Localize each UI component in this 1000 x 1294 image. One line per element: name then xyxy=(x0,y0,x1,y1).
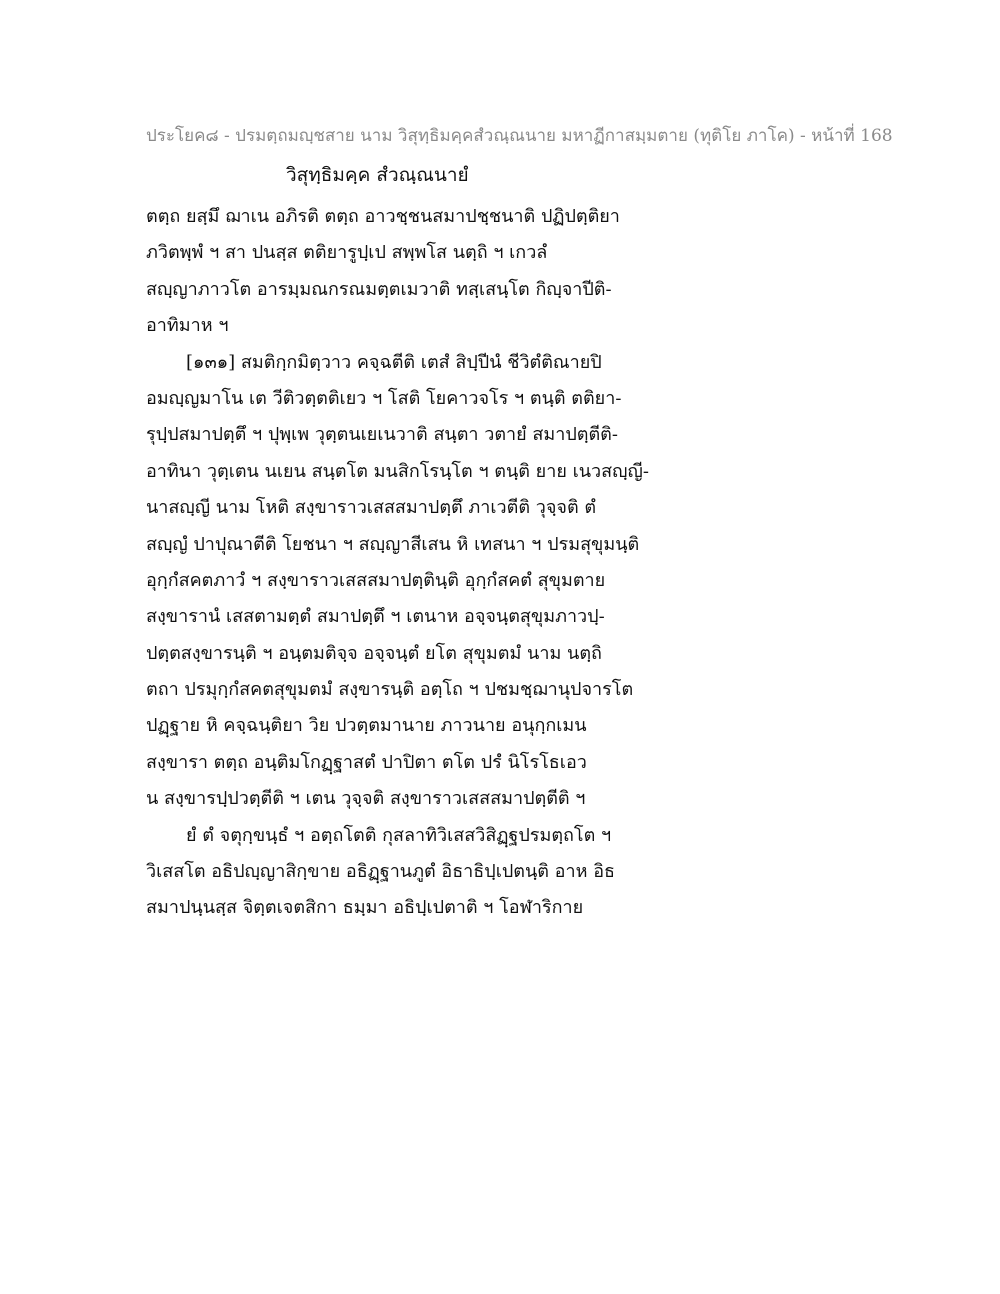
text-line: ภวิตพฺพํ ฯ สา ปนสฺส ตติยารูปฺเป สพฺพโส นตฺถิ ฯ เกวลํ xyxy=(146,242,548,264)
text-line: น สงฺขารปฺปวตฺตีติ ฯ เตน วุจฺจติ สงฺขาราวเสสสมาปตฺตีติ ฯ xyxy=(146,788,586,810)
text-line: [๑๓๑] สมติกฺกมิตฺวาว คจฺฉตีติ เตสํ สิปฺปีนํ ชีวิตํติณายปิ xyxy=(186,351,602,373)
text-line: อุกฺกํสคตภาวํ ฯ สงฺขาราวเสสสมาปตฺตินฺติ อุกฺกํสคตํ สุขุมตาย xyxy=(146,569,606,591)
body-text xyxy=(146,199,866,927)
section-title: วิสุทฺธิมคฺค สํวณฺณนายํ xyxy=(286,164,469,186)
text-line: นาสญฺญี นาม โหติ สงฺขาราวเสสสมาปตฺตึ ภาเวตีติ วุจฺจติ ตํ xyxy=(146,497,597,519)
text-line: รุปฺปสมาปตฺตึ ฯ ปุพฺเพ วุตฺตนเยเนวาติ สนฺตา วตายํ สมาปตฺตีติ- xyxy=(146,424,618,446)
text-line: อาทินา วุตฺเตน นเยน สนฺตโต มนสิกโรนฺโต ฯ ตนฺติ ยาย เนวสญฺญี- xyxy=(146,460,649,482)
text-line: สงฺขารานํ เสสตามตฺตํ สมาปตฺตึ ฯ เตนาห อจฺจนฺตสุขุมภาวปฺ- xyxy=(146,606,605,628)
text-line: สมาปนฺนสฺส จิตฺตเจตสิกา ธมฺมา อธิปฺเปตาติ ฯ โอฬาริกาย xyxy=(146,897,584,919)
text-line: อาทิมาห ฯ xyxy=(146,315,229,337)
text-line: ปตฺตสงฺขารนฺติ ฯ อนฺตมติจฺจ อจฺจนฺตํ ยโต สุขุมตมํ นาม นตฺถิ xyxy=(146,642,602,664)
text-line: ปฏฺฐาย หิ คจฺฉนฺติยา วิย ปวตฺตมานาย ภาวนาย อนุกฺกเมน xyxy=(146,715,587,737)
text-line: อมญฺญมาโน เต วีติวตฺตติเยว ฯ โสติ โยคาวจโร ฯ ตนฺติ ตติยา- xyxy=(146,387,622,409)
text-line: สญฺญํ ปาปุณาตีติ โยชนา ฯ สญฺญาสีเสน หิ เทสนา ฯ ปรมสุขุมนฺติ xyxy=(146,533,640,555)
text-line: สญฺญาภาวโต อารมฺมณกรณมตฺตเมวาติ ทสฺเสนฺโต กิญฺจาปีติ- xyxy=(146,278,612,300)
text-line: ยํ ตํ จตุกฺขนฺธํ ฯ อตฺถโตติ กุสลาทิวิเสสวิสิฏฺฐปรมตฺถโต ฯ xyxy=(186,824,612,846)
text-line: สงฺขารา ตตฺถ อนฺติมโกฏฺฐาสตํ ปาปิตา ตโต ปรํ นิโรโธเอว xyxy=(146,751,587,773)
page-header: ประโยค๘ - ปรมตฺถมญฺชสาย นาม วิสุทฺธิมคฺคสํวณฺณนาย มหาฏีกาสมฺมตาย (ทุติโย ภาโค) - หน้าที่ 168 xyxy=(146,126,893,146)
text-line: ตตฺถ ยสฺมึ ฌาเน อภิรติ ตตฺถ อาวชฺชนสมาปชฺชนาติ ปฏิปตฺติยา xyxy=(146,206,620,227)
text-line: วิเสสโต อธิปญฺญาสิกฺขาย อธิฏฺฐานภูตํ อิธาธิปฺเปตนฺติ อาห อิธ xyxy=(146,861,615,883)
text-line: ตถา ปรมุกฺกํสคตสุขุมตมํ สงฺขารนฺติ อตฺโถ ฯ ปชมชฺฌานุปจารโต xyxy=(146,679,634,701)
